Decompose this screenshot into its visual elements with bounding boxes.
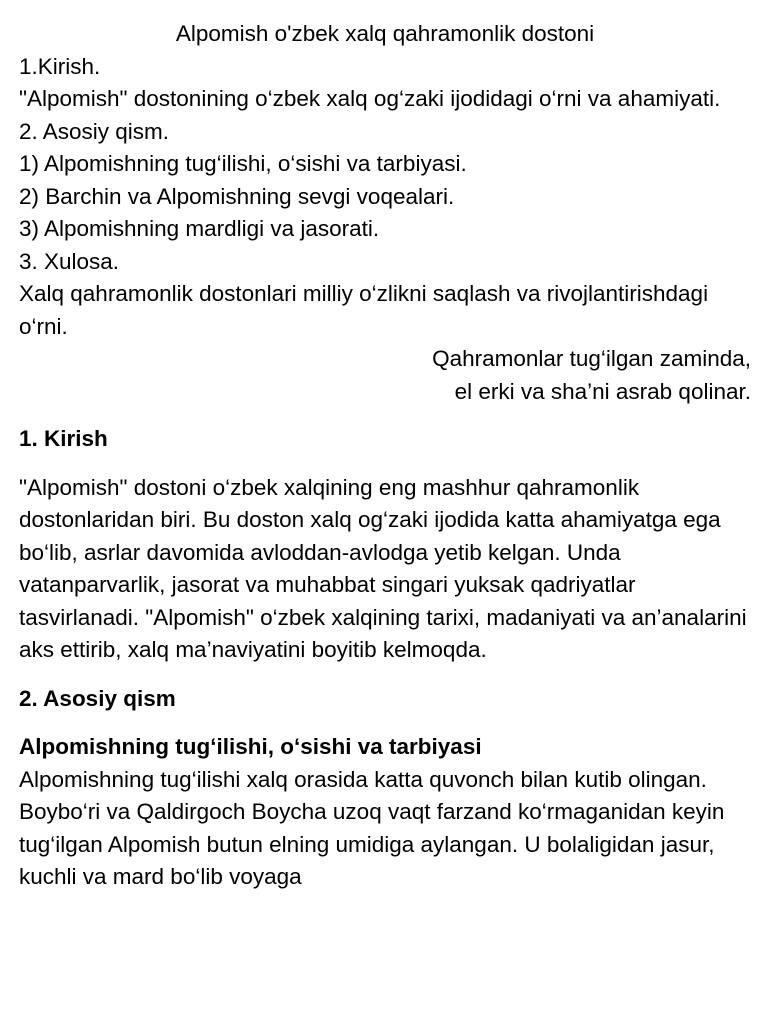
outline-item: 1.Kirish.: [19, 53, 101, 79]
spacer: [19, 408, 751, 423]
subsection-paragraph: Alpomishning tug‘ilishi xalq orasida katta quvonch bilan kutib olingan. Boybo‘ri va Qaldirgoch Boycha uzoq vaqt farzand ko‘rmaganidan keyin tug‘ilgan Alpomish butun elning umidiga aylangan. U bolaligidan jasur, kuchli va mard bo‘lib voyaga: [19, 766, 725, 889]
section-heading-kirish: 1. Kirish: [19, 426, 108, 451]
outline-item: 1) Alpomishning tug‘ilishi, o‘sishi va tarbiyasi.: [19, 151, 467, 176]
epigraph-line: Qahramonlar tug‘ilgan zaminda,: [432, 346, 751, 371]
outline-item: 3) Alpomishning mardligi va jasorati.: [19, 216, 380, 241]
spacer: [19, 715, 751, 731]
epigraph-line: el erki va sha’ni asrab qolinar.: [454, 378, 751, 404]
section-paragraph-kirish: "Alpomish" dostoni o‘zbek xalqining eng mashhur qahramonlik dostonlaridan biri. Bu doston xalq og‘zaki ijodida katta ahamiyatga ega bo‘lib, asrlar davomida avloddan-avlodga yetib kelgan. Unda vatanparvarlik, jasorat va muhabbat singari yuksak qadriyatlar tasvirlanadi. "Alpomish" o‘zbek xalqining tarixi, madaniyati va an’analarini aks ettirib, xalq ma’naviyatini boyitib kelmoqda.: [19, 474, 747, 662]
section-heading-asosiy-qism: 2. Asosiy qism: [19, 685, 176, 711]
document-page: [19, 18, 751, 894]
spacer: [19, 667, 751, 683]
spacer: [19, 456, 751, 472]
outline-item: 3. Xulosa.: [19, 248, 120, 274]
document-title: Alpomish o'zbek xalq qahramonlik dostoni: [175, 21, 595, 46]
outline-item: "Alpomish" dostonining o‘zbek xalq og‘zaki ijodidagi o‘rni va ahamiyati.: [19, 86, 721, 111]
outline-item: 2. Asosiy qism.: [19, 118, 170, 144]
outline-item: 2) Barchin va Alpomishning sevgi voqealari.: [19, 183, 455, 209]
outline-item: Xalq qahramonlik dostonlari milliy o‘zlikni saqlash va rivojlantirishdagi o‘rni.: [19, 281, 709, 339]
subsection-heading: Alpomishning tug‘ilishi, o‘sishi va tarbiyasi: [19, 734, 482, 759]
